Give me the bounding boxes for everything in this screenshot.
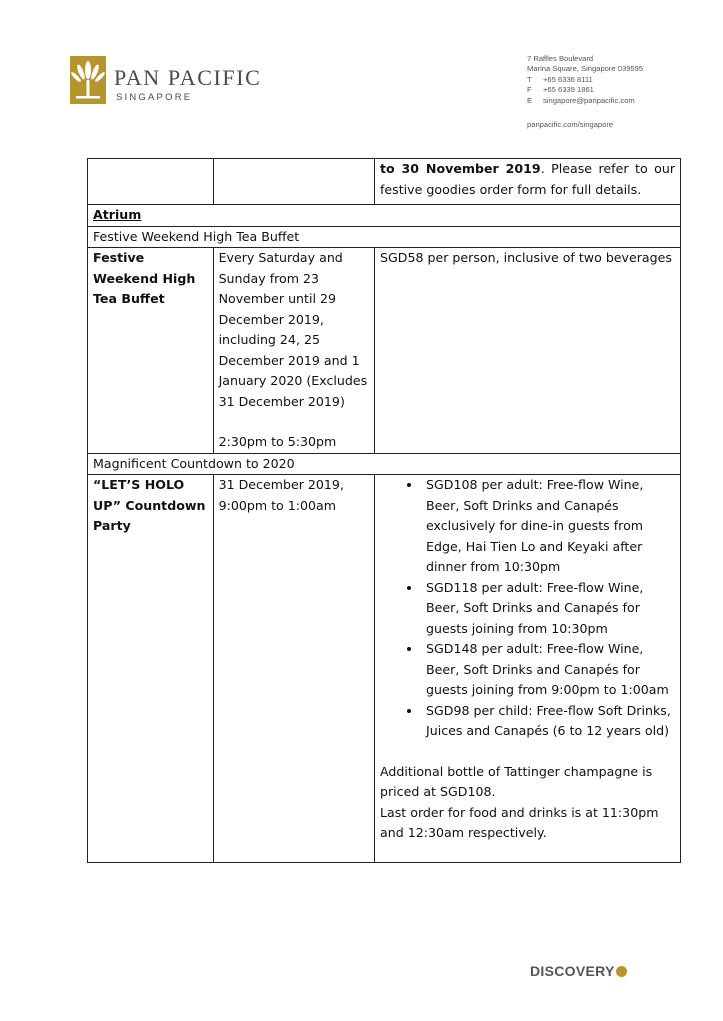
discovery-dot-icon [616,966,627,977]
goodies-deadline: to 30 November 2019 [380,161,541,176]
phone-line: T +65 6336 8111 [527,74,593,84]
table-cell [88,159,214,205]
event-schedule-cell [213,248,374,454]
event-price-cell [375,248,681,454]
address-block [527,54,643,106]
section-heading-cell [88,205,681,227]
event-schedule: 31 December 2019, 9:00pm to 1:00am [218,477,344,513]
event-price-cell [375,475,681,863]
address-line: Marina Square, Singapore 039595 [527,64,644,74]
table-cell [213,159,374,205]
discovery-logo [530,963,627,979]
goodies-note: . Please refer to our festive goodies order form for full details. [380,161,676,197]
address-line: 7 Raffles Boulevard [527,54,594,63]
event-schedule-cell [213,475,374,863]
brand-name: PAN PACIFIC [114,65,262,90]
discovery-wordmark: DISCOVERY [530,963,615,979]
table-row [88,226,681,248]
email-label: E [527,95,533,105]
event-time: 2:30pm to 5:30pm [218,434,337,449]
event-name: Festive Weekend High Tea Buffet [93,250,196,306]
last-order-note: Last order for food and drinks is at 11:30pm and 12:30am respectively. [380,804,659,840]
list-item: • SGD108 per adult: Free-flow Wine, Beer, Soft Drinks and Canapés exclusively for dine-in guests from Edge, Hai Tien Lo and Keyaki after dinner from 10:30pm [422,475,675,578]
table-row [88,248,681,454]
subsection-heading: Festive Weekend High Tea Buffet [88,226,681,248]
fax-line: F +65 6339 1861 [527,85,594,95]
website-link[interactable]: panpacific.com/singapore [527,120,614,129]
fax-label: F [527,85,532,95]
table-row [88,159,681,205]
brand-subtitle: SINGAPORE [116,92,193,103]
event-name-cell [88,475,214,863]
event-price: SGD58 per person, inclusive of two beverages [380,250,672,265]
table-cell [375,159,681,205]
table-row [88,453,681,475]
event-schedule: Every Saturday and Sunday from 23 November until 29 December 2019, including 24, 25 December 2019 and 1 January 2020 (Excludes 31 December 2019) [218,250,368,409]
section-heading: Atrium [93,207,142,222]
subsection-heading: Magnificent Countdown to 2020 [88,453,681,475]
table-row [88,475,681,863]
list-item: • SGD118 per adult: Free-flow Wine, Beer, Soft Drinks and Canapés for guests joining from 10:30pm [422,578,675,640]
event-name: “LET’S HOLO UP” Countdown Party [93,477,206,533]
email-line: E singapore@panpacific.com [527,95,635,105]
price-list [380,475,675,742]
list-item: • SGD98 per child: Free-flow Soft Drinks, Juices and Canapés (6 to 12 years old) [422,701,675,742]
table-row [88,205,681,227]
festive-schedule-table [87,158,681,863]
phone-label: T [527,74,532,84]
list-item: • SGD148 per adult: Free-flow Wine, Beer, Soft Drinks and Canapés for guests joining from 9:00pm to 1:00am [422,639,675,701]
champagne-note: Additional bottle of Tattinger champagne is priced at SGD108. [380,763,653,799]
event-name-cell [88,248,214,454]
